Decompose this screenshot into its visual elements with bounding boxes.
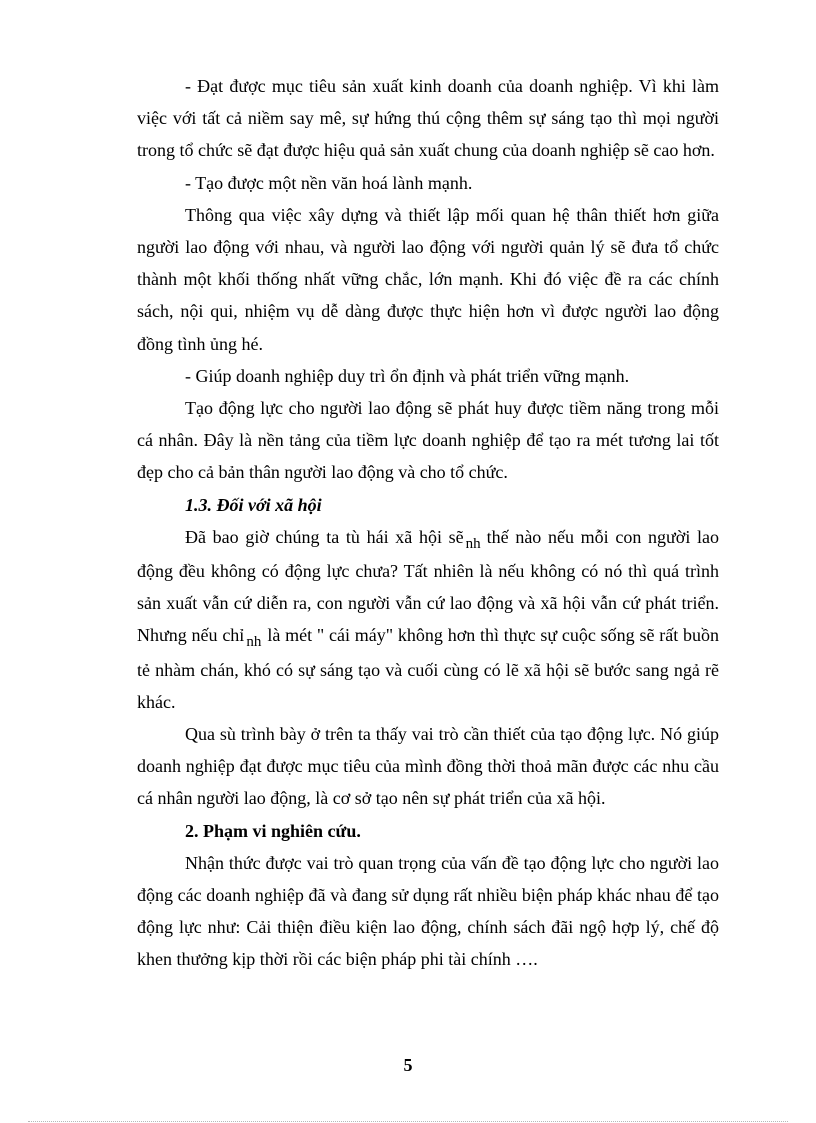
page-number: 5 <box>403 1055 413 1075</box>
paragraph-scope: Nhận thức được vai trò quan trọng của vấn đề tạo động lực cho người lao động các doanh nghiệp đã và đang sử dụng rất nhiều biện pháp khác nhau để tạo động lực như: Cải thiện điều kiện lao động, chính sách đãi ngộ hợp lý, chế độ khen thưởng kịp thời rồi các biện pháp phi tài chính …. <box>137 852 719 970</box>
paragraph-potential: Tạo động lực cho người lao động sẽ phát huy được tiềm năng trong mỗi cá nhân. Đây là nền tảng của tiềm lực doanh nghiệp để tạo ra mét tương lai tốt đẹp cho cả bản thân người lao động và cho tổ chức. <box>137 398 719 483</box>
society-text-part-1: Đã bao giờ chúng ta tù hái xã hội sẽ <box>185 526 464 547</box>
body-text <box>137 70 719 976</box>
paragraph-business-goal: - Đạt được mục tiêu sản xuất kinh doanh của doanh nghiệp. Vì khi làm việc với tất cả niềm say mê, sự hứng thú cộng thêm sự sáng tạo thì mọi người trong tổ chức sẽ đạt được hiệu quả sản xuất chung của doanh nghiệp sẽ cao hơn. <box>137 76 719 161</box>
paragraph-summary: Qua sù trình bày ở trên ta thấy vai trò cần thiết của tạo động lực. Nó giúp doanh nghiệp đạt được mục tiêu của mình đồng thời thoả mãn được các nhu cầu cá nhân người lao động, là cơ sở tạo nên sự phát triển của xã hội. <box>137 724 719 809</box>
page-bottom-divider <box>28 1121 788 1122</box>
paragraph-relationships: Thông qua việc xây dựng và thiết lập mối quan hệ thân thiết hơn giữa người lao động với nhau, và người lao động với người quản lý sẽ đưa tổ chức thành một khối thống nhất vững chắc, lớn mạnh. Khi đó việc đề ra các chính sách, nội qui, nhiệm vụ dễ dàng được thực hiện hơn vì được người lao động đồng tình ủng hé. <box>137 204 719 354</box>
heading-scope: 2. Phạm vi nghiên cứu. <box>185 820 361 841</box>
paragraph-society <box>137 521 719 718</box>
subscript-fragment-2: nh <box>246 634 262 651</box>
society-text-part-2: thế nào nếu mỗi con người lao động đều không có động lực chưa? Tất nhiên là nếu không có nó thì quá trình sản xuất vẫn cứ diễn ra, con người vẫn cứ lao động và xã hội vẫn cứ phát triển. Nhưng nếu chỉ <box>137 526 719 646</box>
paragraph-stability-point: - Giúp doanh nghiệp duy trì ổn định và phát triển vững mạnh. <box>185 365 630 386</box>
subscript-fragment-1: nh <box>465 535 481 552</box>
heading-society: 1.3. Đối với xã hội <box>185 494 322 515</box>
paragraph-culture-point: - Tạo được một nền văn hoá lành mạnh. <box>185 172 473 193</box>
society-text-part-3: là mét " cái máy" không hơn thì thực sự cuộc sống sẽ rất buồn tẻ nhàm chán, khó có sự sáng tạo và cuối cùng có lẽ xã hội sẽ bước sang ngả rẽ khác. <box>137 625 719 712</box>
